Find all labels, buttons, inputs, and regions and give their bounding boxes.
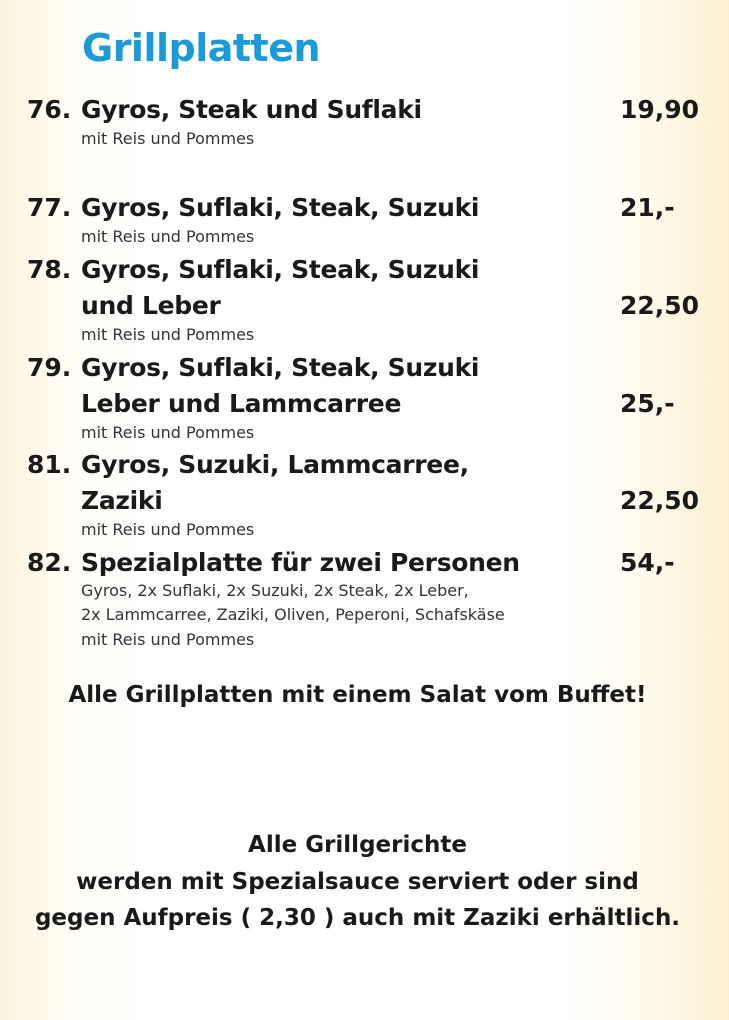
item-name-line-1: Gyros, Suflaki, Steak, Suzuki xyxy=(81,255,480,284)
item-description-line-3: mit Reis und Pommes xyxy=(81,630,255,649)
item-description-line-1: Gyros, 2x Suflaki, 2x Suzuki, 2x Steak, 2x Leber, xyxy=(81,581,469,600)
item-price: 22,50 xyxy=(620,291,700,320)
item-number: 81. xyxy=(27,450,72,479)
item-price: 21,- xyxy=(620,193,675,222)
item-name: Gyros, Steak und Suflaki xyxy=(81,95,422,124)
item-number: 77. xyxy=(27,193,72,222)
item-name-line-1: Gyros, Suzuki, Lammcarree, xyxy=(81,450,469,479)
item-price: 54,- xyxy=(620,548,675,577)
item-description: mit Reis und Pommes xyxy=(81,520,255,539)
item-number: 76. xyxy=(27,95,72,124)
item-name: Gyros, Suflaki, Steak, Suzuki xyxy=(81,193,480,222)
item-description: mit Reis und Pommes xyxy=(81,423,255,442)
sauce-note-line-1: Alle Grillgerichte xyxy=(248,832,467,858)
item-name-line-2: Zaziki xyxy=(81,486,163,515)
item-price: 19,90 xyxy=(620,95,700,124)
item-number: 79. xyxy=(27,353,72,382)
item-description-line-2: 2x Lammcarree, Zaziki, Oliven, Peperoni, Schafskäse xyxy=(81,605,505,624)
sauce-note-line-2: werden mit Spezialsauce serviert oder sind xyxy=(76,869,639,895)
item-name-line-2: Leber und Lammcarree xyxy=(81,389,402,418)
item-name-line-2: und Leber xyxy=(81,291,221,320)
salad-note: Alle Grillplatten mit einem Salat vom Buffet! xyxy=(68,682,647,708)
item-number: 82. xyxy=(27,548,72,577)
item-number: 78. xyxy=(27,255,72,284)
item-price: 22,50 xyxy=(620,486,700,515)
sauce-note-line-3: gegen Aufpreis ( 2,30 ) auch mit Zaziki erhältlich. xyxy=(34,905,681,931)
item-description: mit Reis und Pommes xyxy=(81,129,255,148)
item-price: 25,- xyxy=(620,389,675,418)
item-description: mit Reis und Pommes xyxy=(81,325,255,344)
item-name-line-1: Gyros, Suflaki, Steak, Suzuki xyxy=(81,353,480,382)
page-title: Grillplatten xyxy=(82,26,321,70)
item-name: Spezialplatte für zwei Personen xyxy=(81,548,520,577)
item-description: mit Reis und Pommes xyxy=(81,227,255,246)
